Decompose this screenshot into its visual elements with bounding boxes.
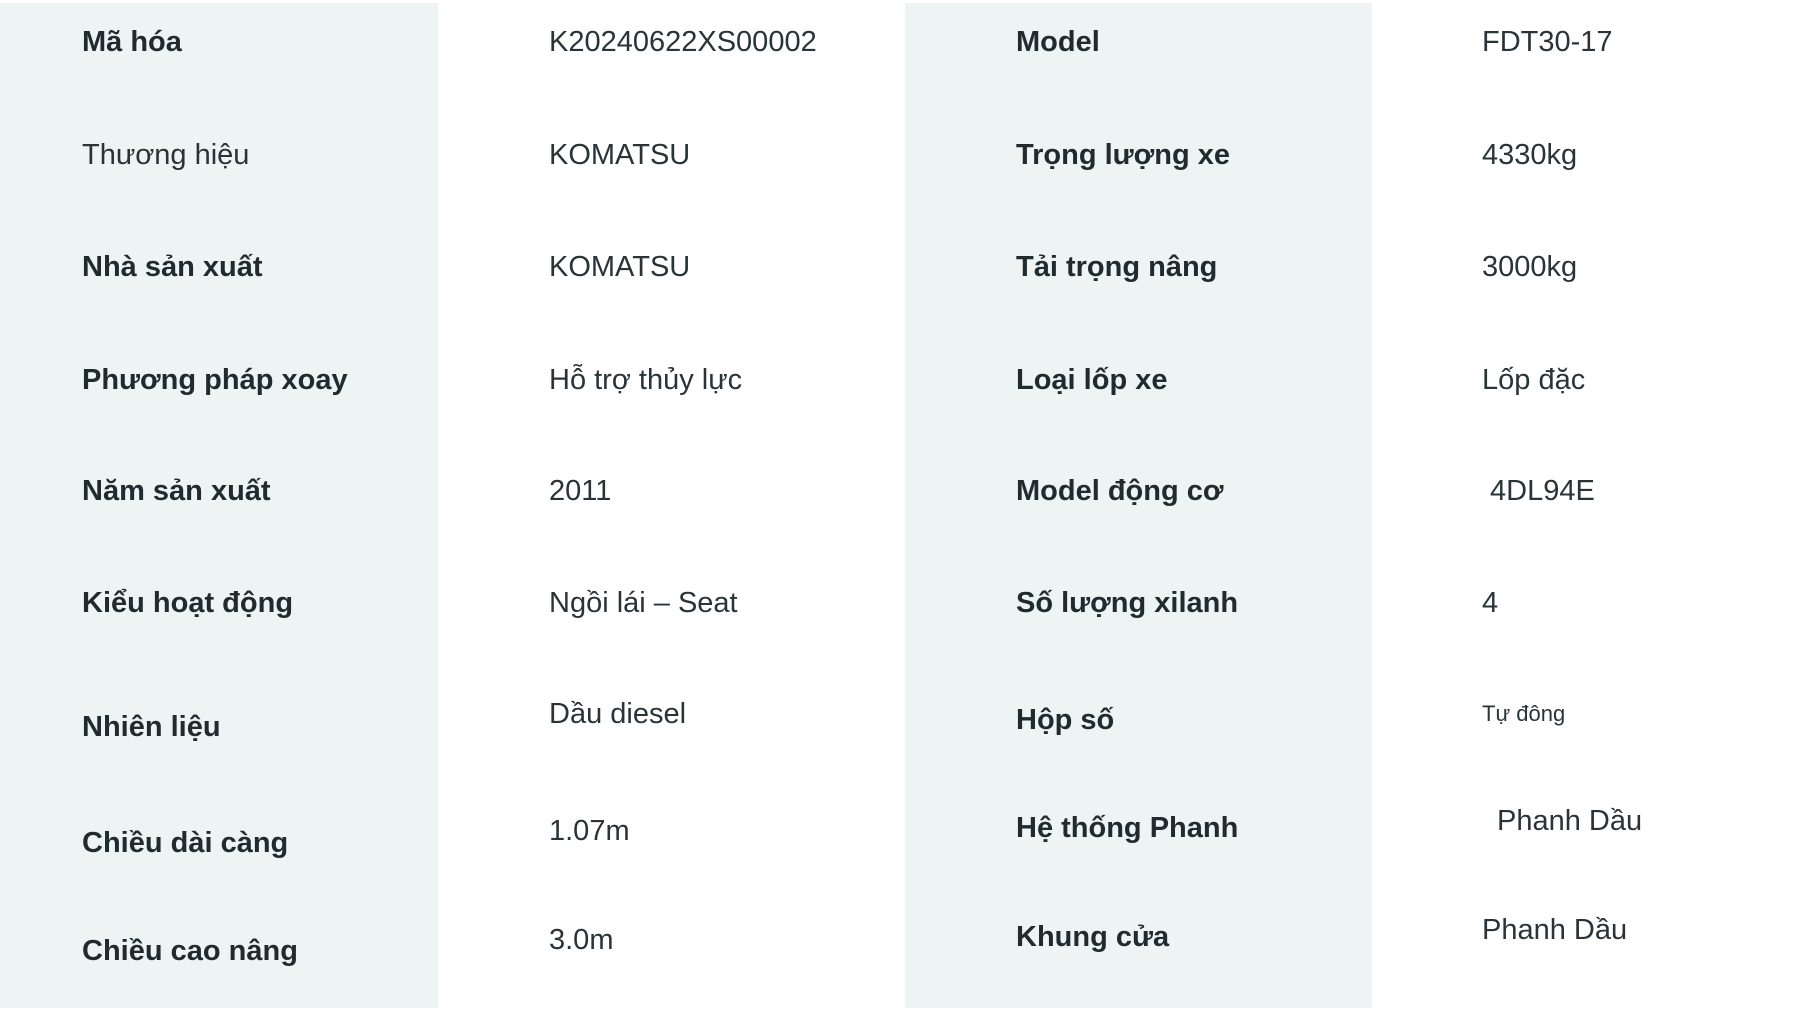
- spec-value-ma-hoa: K20240622XS00002: [549, 26, 817, 58]
- spec-label-nam-san-xuat: Năm sản xuất: [82, 475, 271, 507]
- spec-value-chieu-dai-cang: 1.07m: [549, 815, 630, 847]
- spec-value-so-luong-xilanh: 4: [1482, 587, 1499, 619]
- spec-label-kieu-hoat-dong: Kiểu hoạt động: [82, 587, 294, 619]
- spec-value-phuong-phap-xoay: Hỗ trợ thủy lực: [549, 364, 743, 396]
- spec-label-so-luong-xilanh: Số lượng xilanh: [1016, 587, 1239, 619]
- spec-value-model-dong-co: 4DL94E: [1490, 475, 1595, 507]
- spec-label-tai-trong-nang: Tải trọng nâng: [1016, 251, 1218, 283]
- spec-label-ma-hoa: Mã hóa: [82, 26, 182, 58]
- spec-label-chieu-dai-cang: Chiều dài càng: [82, 827, 289, 859]
- spec-label-khung-cua: Khung cửa: [1016, 921, 1170, 953]
- spec-table: [0, 3, 1810, 1008]
- spec-label-trong-luong-xe: Trọng lượng xe: [1016, 139, 1231, 171]
- spec-value-trong-luong-xe: 4330kg: [1482, 139, 1578, 171]
- spec-value-khung-cua: Phanh Dầu: [1482, 914, 1628, 946]
- spec-label-model: Model: [1016, 26, 1100, 58]
- spec-value-nhien-lieu: Dầu diesel: [549, 698, 687, 730]
- spec-label-hop-so: Hộp số: [1016, 704, 1115, 736]
- spec-value-kieu-hoat-dong: Ngồi lái – Seat: [549, 587, 738, 619]
- spec-label-nhien-lieu: Nhiên liệu: [82, 711, 221, 743]
- spec-label-model-dong-co: Model động cơ: [1016, 475, 1224, 507]
- spec-label-phuong-phap-xoay: Phương pháp xoay: [82, 364, 348, 396]
- spec-value-nha-san-xuat: KOMATSU: [549, 251, 691, 283]
- spec-value-model: FDT30-17: [1482, 26, 1613, 58]
- spec-value-hop-so: Tự đông: [1482, 701, 1566, 726]
- spec-value-chieu-cao-nang: 3.0m: [549, 924, 614, 956]
- spec-value-loai-lop-xe: Lốp đặc: [1482, 364, 1586, 396]
- spec-value-tai-trong-nang: 3000kg: [1482, 251, 1578, 283]
- spec-label-thuong-hieu: Thương hiệu: [82, 139, 250, 171]
- spec-label-chieu-cao-nang: Chiều cao nâng: [82, 935, 298, 967]
- spec-value-nam-san-xuat: 2011: [549, 475, 612, 507]
- spec-value-thuong-hieu: KOMATSU: [549, 139, 691, 171]
- spec-label-nha-san-xuat: Nhà sản xuất: [82, 251, 263, 283]
- spec-label-loai-lop-xe: Loại lốp xe: [1016, 364, 1168, 396]
- spec-label-he-thong-phanh: Hệ thống Phanh: [1016, 812, 1239, 844]
- spec-value-he-thong-phanh: Phanh Dầu: [1497, 805, 1643, 837]
